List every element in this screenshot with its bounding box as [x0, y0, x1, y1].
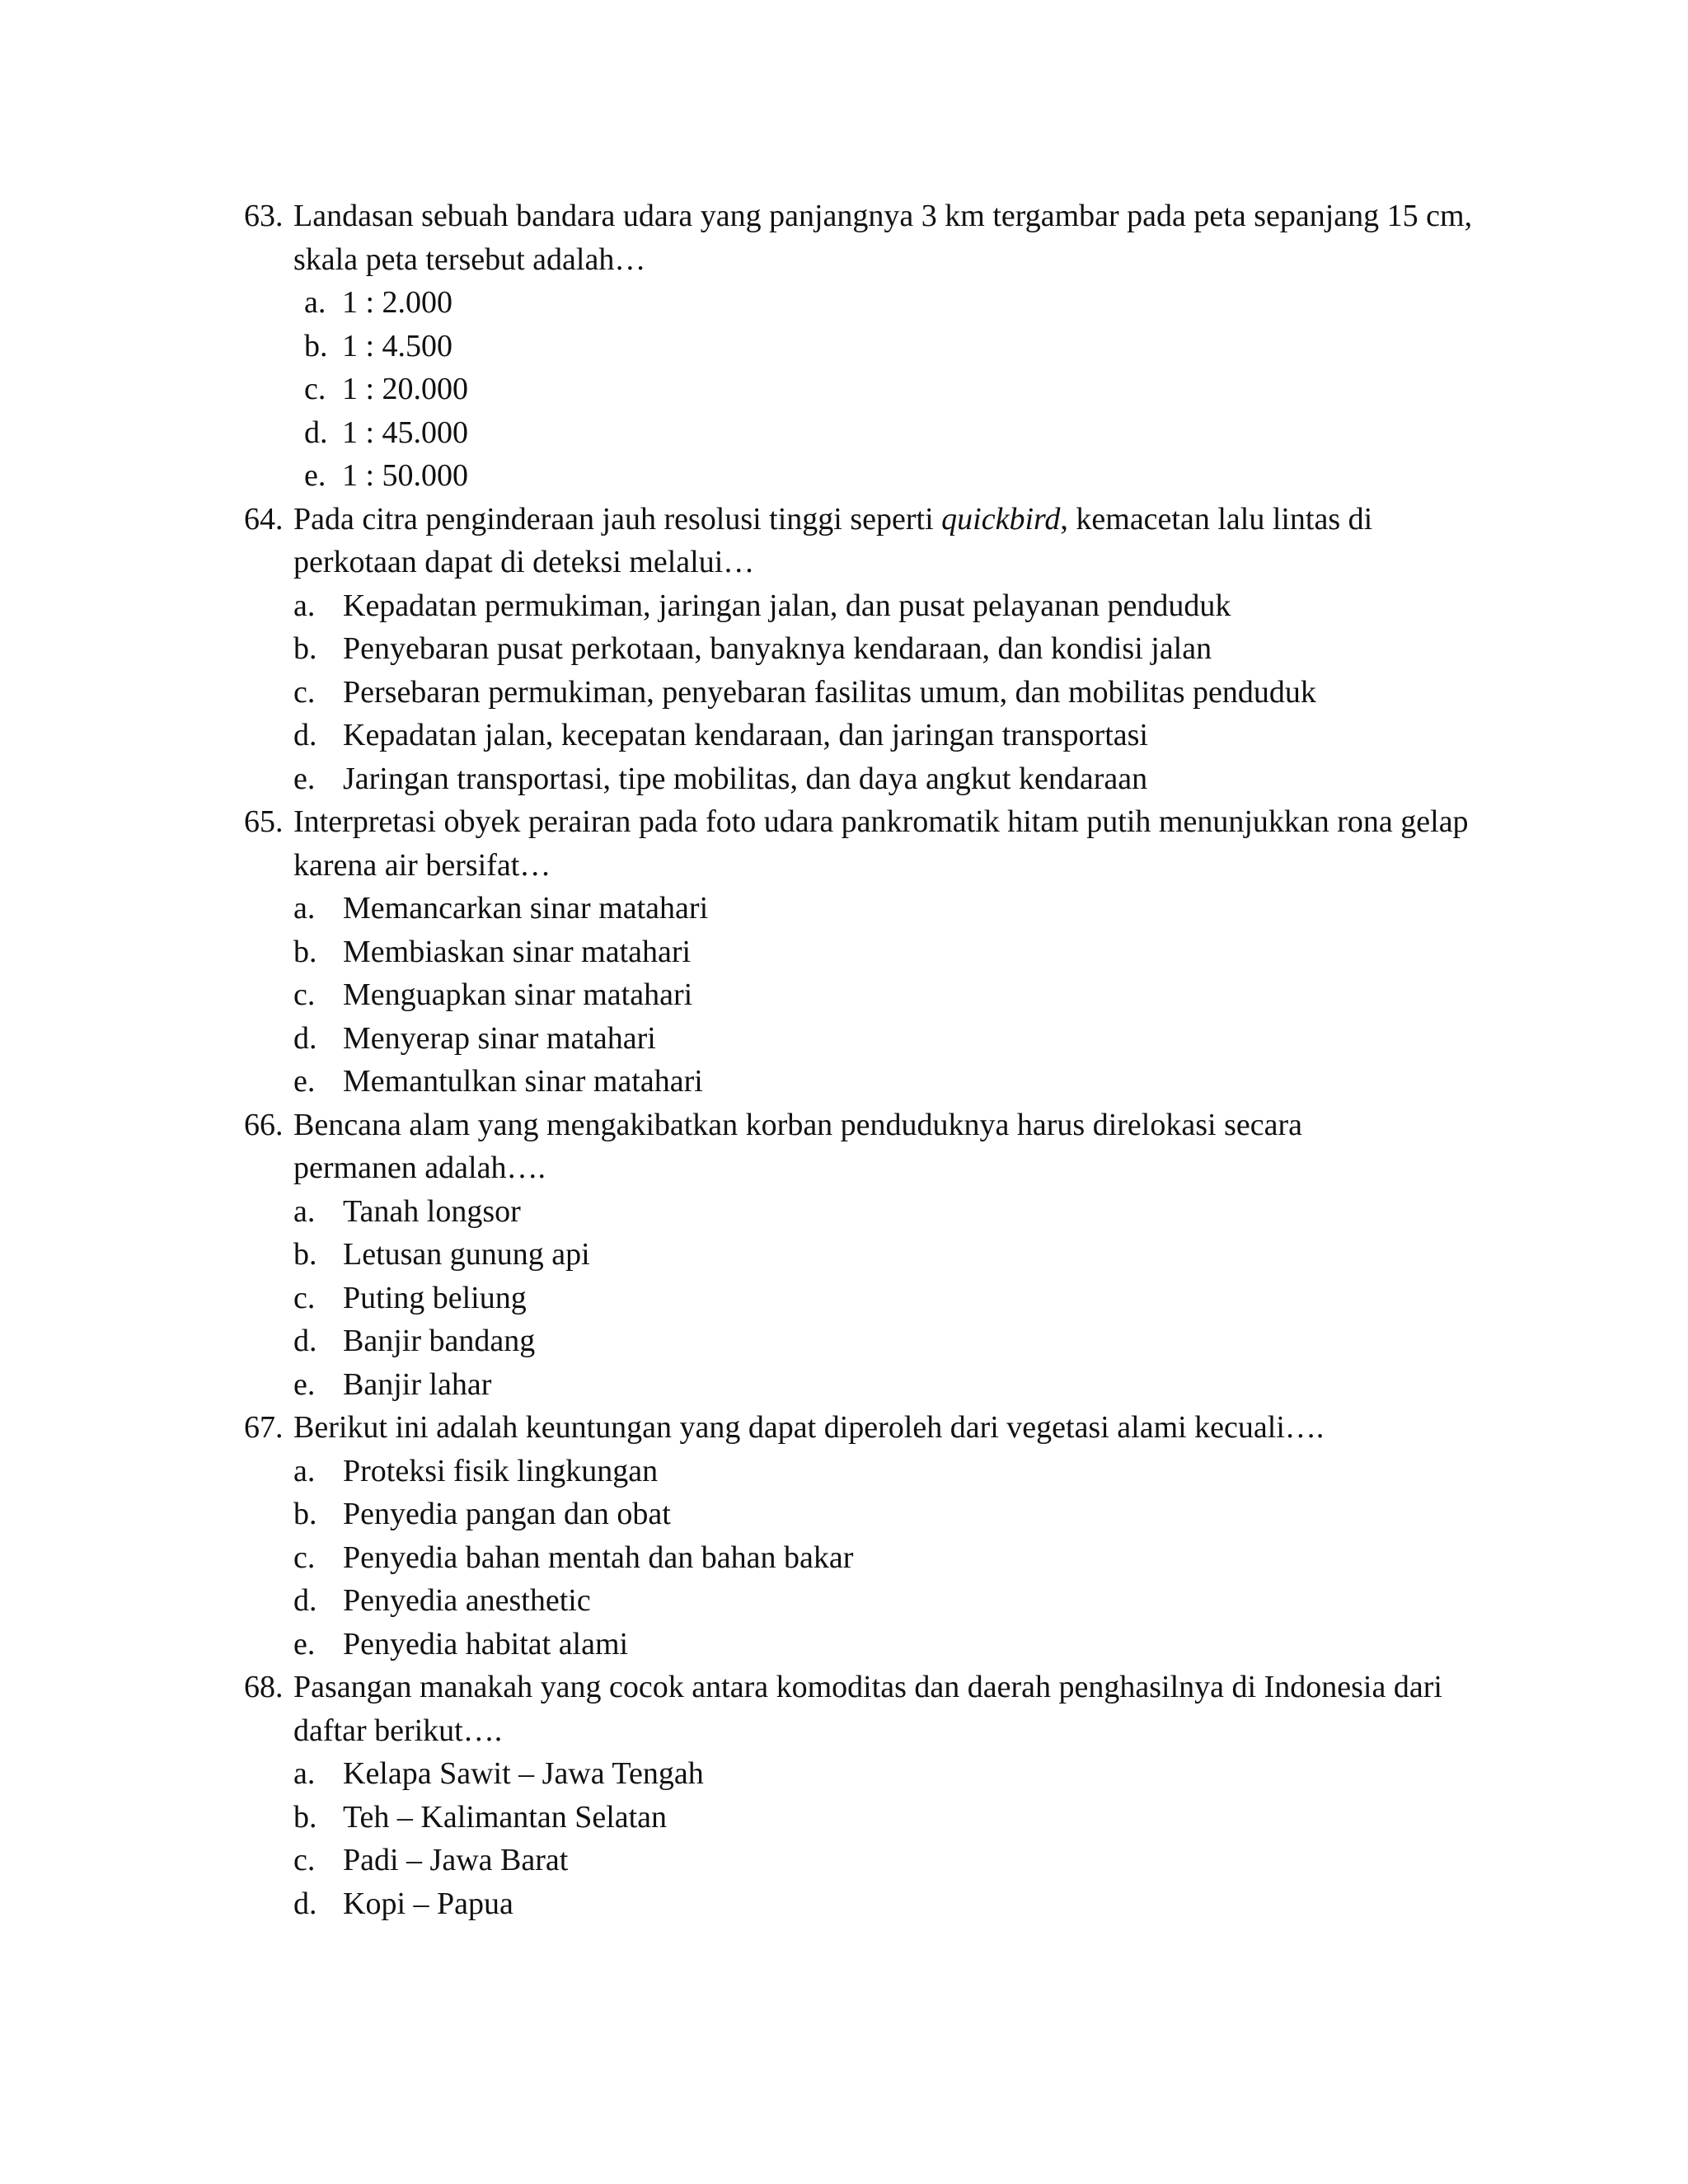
- option-e: e. Penyedia habitat alami: [293, 1626, 629, 1661]
- option-a: a. Proteksi fisik lingkungan: [293, 1453, 659, 1488]
- question-text: Pada citra penginderaan jauh resolusi tinggi seperti quickbird, kemacetan lalu lintas di perkotaan dapat di deteksi melalui…: [293, 501, 1373, 579]
- option-d: d. Penyedia anesthetic: [293, 1583, 591, 1618]
- question-64: [244, 498, 1480, 801]
- option-a: a. 1 : 2.000: [304, 285, 453, 320]
- option-list: [244, 1752, 1480, 1925]
- question-number: 63.: [244, 199, 284, 233]
- option-list: [244, 887, 1480, 1104]
- option-b: b. Penyedia pangan dan obat: [293, 1497, 671, 1531]
- question-63: [244, 194, 1480, 498]
- option-d: d. Banjir bandang: [293, 1324, 536, 1358]
- question-text: Bencana alam yang mengakibatkan korban penduduknya harus direlokasi secara permanen adalah….: [293, 1107, 1302, 1185]
- question-number: 64.: [244, 501, 284, 537]
- question-number: 66.: [244, 1107, 284, 1142]
- question-number: 67.: [244, 1410, 284, 1445]
- option-b: b. Letusan gunung api: [293, 1237, 590, 1272]
- option-c: c. Padi – Jawa Barat: [293, 1843, 569, 1877]
- option-d: d. Menyerap sinar matahari: [293, 1020, 656, 1056]
- option-c: c. Puting beliung: [293, 1280, 527, 1315]
- option-c: c. Menguapkan sinar matahari: [293, 977, 693, 1012]
- option-e: e. Jaringan transportasi, tipe mobilitas, dan daya angkut kendaraan: [293, 761, 1148, 796]
- option-b: b. Teh – Kalimantan Selatan: [293, 1799, 668, 1835]
- option-e: e. Banjir lahar: [293, 1366, 492, 1402]
- option-e: e. 1 : 50.000: [304, 458, 469, 493]
- option-d: d. Kopi – Papua: [293, 1886, 513, 1921]
- question-list: [244, 194, 1480, 1925]
- option-a: a. Kelapa Sawit – Jawa Tengah: [293, 1756, 704, 1791]
- option-c: c. Penyedia bahan mentah dan bahan bakar: [293, 1540, 854, 1575]
- option-d: d. Kepadatan jalan, kecepatan kendaraan, dan jaringan transportasi: [293, 718, 1148, 752]
- question-67: [244, 1406, 1480, 1666]
- option-c: c. 1 : 20.000: [304, 372, 469, 406]
- option-b: b. Membiaskan sinar matahari: [293, 934, 692, 969]
- option-list: [244, 281, 1480, 498]
- option-c: c. Persebaran permukiman, penyebaran fasilitas umum, dan mobilitas penduduk: [293, 674, 1316, 710]
- option-a: a. Kepadatan permukiman, jaringan jalan, dan pusat pelayanan penduduk: [293, 588, 1231, 623]
- option-list: [244, 1190, 1480, 1407]
- option-a: a. Memancarkan sinar matahari: [293, 891, 709, 926]
- question-number: 68.: [244, 1670, 284, 1704]
- option-b: b. Penyebaran pusat perkotaan, banyaknya kendaraan, dan kondisi jalan: [293, 631, 1212, 666]
- option-a: a. Tanah longsor: [293, 1193, 521, 1229]
- question-text: Berikut ini adalah keuntungan yang dapat diperoleh dari vegetasi alami kecuali….: [293, 1410, 1325, 1445]
- question-68: [244, 1666, 1480, 1925]
- satellite-name: quickbird: [941, 501, 1061, 537]
- question-66: [244, 1104, 1480, 1407]
- option-d: d. 1 : 45.000: [304, 415, 469, 450]
- option-list: [244, 1450, 1480, 1666]
- option-b: b. 1 : 4.500: [304, 328, 453, 363]
- question-text: Landasan sebuah bandara udara yang panjangnya 3 km tergambar pada peta sepanjang 15 cm, skala peta tersebut adalah…: [293, 199, 1473, 277]
- option-e: e. Memantulkan sinar matahari: [293, 1064, 703, 1099]
- question-number: 65.: [244, 804, 284, 839]
- question-text: Pasangan manakah yang cocok antara komoditas dan daerah penghasilnya di Indonesia dari daftar berikut….: [293, 1670, 1442, 1748]
- option-list: [244, 584, 1480, 801]
- question-text: Interpretasi obyek perairan pada foto udara pankromatik hitam putih menunjukkan rona gelap karena air bersifat…: [293, 804, 1469, 883]
- question-65: [244, 800, 1480, 1104]
